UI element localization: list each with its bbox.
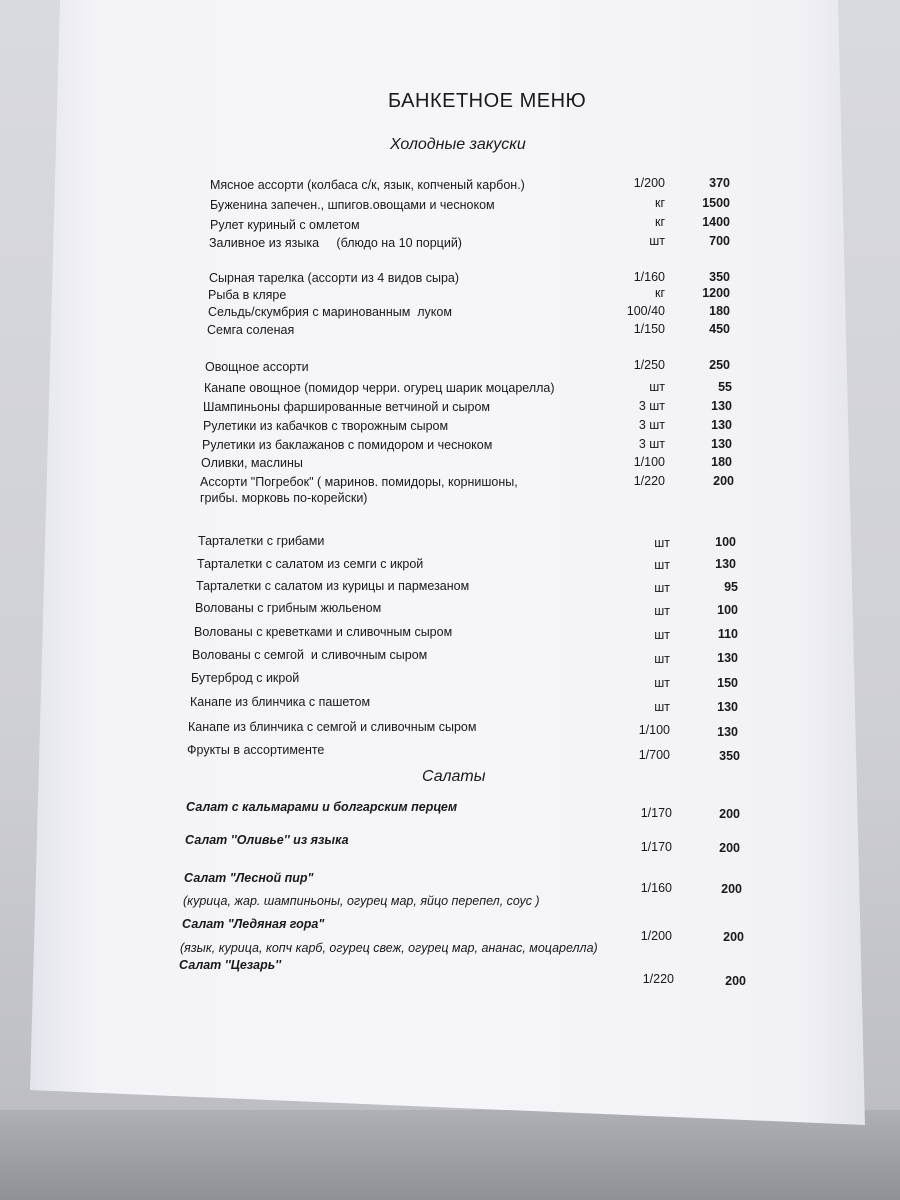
menu-item-name: Мясное ассорти (колбаса с/к, язык, копченый карбон.) — [210, 178, 525, 192]
menu-item-price: 180 — [711, 455, 732, 469]
menu-item-price: 180 — [709, 304, 730, 318]
menu-item-name: Сырная тарелка (ассорти из 4 видов сыра) — [209, 271, 460, 285]
salad-price: 200 — [723, 930, 744, 944]
menu-item-price: 130 — [717, 725, 738, 739]
menu-item-price: 130 — [717, 700, 738, 714]
menu-item-qty: 1/700 — [638, 748, 670, 762]
menu-item-qty: 1/220 — [633, 474, 665, 488]
salad-qty: 1/200 — [640, 929, 672, 943]
section-salads: Салаты — [422, 768, 486, 785]
menu-item-name: Тарталетки с грибами — [198, 534, 325, 548]
menu-item-qty: шт — [654, 536, 670, 550]
menu-item-name: Канапе овощное (помидор черри. огурец шарик моцарелла) — [204, 381, 555, 395]
menu-item-price: 150 — [717, 676, 738, 690]
menu-item-name: Канапе из блинчика с семгой и сливочным сыром — [188, 720, 477, 734]
menu-item-qty: шт — [654, 700, 670, 714]
salad-name: Салат ''Оливье'' из языка — [185, 833, 349, 847]
table-surface — [0, 1110, 900, 1200]
salad-name: Салат ''Цезарь'' — [179, 958, 282, 972]
menu-item-price: 130 — [711, 418, 732, 432]
menu-item-price: 200 — [713, 474, 734, 488]
menu-item-name: Бутерброд с икрой — [191, 671, 300, 685]
menu-item-price: 450 — [709, 322, 730, 336]
menu-item-qty: шт — [654, 652, 670, 666]
salad-qty: 1/170 — [640, 840, 672, 854]
menu-item-price: 55 — [718, 380, 732, 394]
menu-item-price: 350 — [709, 270, 730, 284]
salad-qty: 1/220 — [642, 972, 674, 986]
salad-price: 200 — [725, 974, 746, 988]
menu-item-qty: 100/40 — [626, 304, 665, 318]
menu-item-price: 100 — [715, 535, 736, 549]
menu-item-qty: шт — [649, 380, 665, 394]
salad-qty: 1/160 — [640, 881, 672, 895]
salad-name: Салат "Лесной пир" — [184, 871, 314, 885]
menu-item-price: 250 — [709, 358, 730, 372]
menu-item-qty: 3 шт — [638, 418, 665, 432]
menu-item-name: Рулетики из баклажанов с помидором и чесноком — [202, 438, 493, 452]
menu-item-price: 1200 — [702, 286, 730, 300]
menu-item-qty: 1/100 — [638, 723, 670, 737]
menu-item-price: 95 — [724, 580, 738, 594]
section-cold-appetizers: Холодные закуски — [390, 136, 526, 153]
menu-item-price: 370 — [709, 176, 730, 190]
menu-item-name: Волованы с семгой и сливочным сыром — [192, 648, 428, 662]
salad-qty: 1/170 — [640, 806, 672, 820]
menu-item-qty: 1/100 — [633, 455, 665, 469]
menu-item-qty: кг — [654, 286, 665, 300]
menu-sheet — [30, 0, 865, 1125]
menu-item-qty: 1/160 — [633, 270, 665, 284]
menu-item-qty: кг — [654, 215, 665, 229]
menu-item-name: Рыба в кляре — [208, 288, 287, 302]
menu-item-qty: шт — [654, 581, 670, 595]
menu-item-name: Тарталетки с салатом из курицы и пармезаном — [196, 579, 470, 593]
menu-item-price: 350 — [719, 749, 740, 763]
menu-item-qty: кг — [654, 196, 665, 210]
menu-item-name: Рулетики из кабачков с творожным сыром — [203, 419, 449, 433]
menu-item-price: 130 — [717, 651, 738, 665]
menu-item-price: 700 — [709, 234, 730, 248]
menu-item-price: 1500 — [702, 196, 730, 210]
menu-title: БАНКЕТНОЕ МЕНЮ — [388, 90, 587, 112]
menu-item-name: Тарталетки с салатом из семги с икрой — [197, 557, 424, 571]
menu-item-price: 130 — [715, 557, 736, 571]
menu-item-price: 100 — [717, 603, 738, 617]
menu-item-name: Сельдь/скумбрия с маринованным луком — [208, 305, 452, 319]
menu-item-qty: 1/150 — [633, 322, 665, 336]
menu-item-name: Овощное ассорти — [205, 360, 309, 374]
menu-item-qty: шт — [654, 628, 670, 642]
menu-item-name: Заливное из языка (блюдо на 10 порций) — [209, 236, 462, 250]
menu-item-qty: шт — [654, 604, 670, 618]
menu-item-name: Фрукты в ассортименте — [187, 743, 325, 757]
salad-price: 200 — [719, 841, 740, 855]
menu-item-name: Оливки, маслины — [201, 456, 303, 470]
menu-item-price: 1400 — [702, 215, 730, 229]
salad-description: (курица, жар. шампиньоны, огурец мар, яйцо перепел, соус ) — [183, 894, 540, 908]
menu-item-qty: шт — [654, 558, 670, 572]
menu-item-name-continued: грибы. морковь по-корейски) — [200, 491, 368, 505]
menu-item-name: Ассорти "Погребок" ( маринов. помидоры, корнишоны, — [200, 475, 518, 489]
menu-item-qty: 1/250 — [633, 358, 665, 372]
salad-price: 200 — [721, 882, 742, 896]
menu-item-name: Шампиньоны фаршированные ветчиной и сыром — [203, 400, 491, 414]
menu-item-price: 130 — [711, 437, 732, 451]
menu-item-qty: 3 шт — [638, 399, 665, 413]
menu-item-qty: шт — [649, 234, 665, 248]
menu-item-name: Семга соленая — [207, 323, 295, 337]
menu-item-price: 130 — [711, 399, 732, 413]
menu-item-name: Волованы с креветками и сливочным сыром — [194, 625, 453, 639]
salad-name: Салат "Ледяная гора" — [182, 917, 325, 931]
menu-item-qty: 1/200 — [633, 176, 665, 190]
menu-item-price: 110 — [717, 627, 738, 641]
menu-item-qty: шт — [654, 676, 670, 690]
menu-item-name: Волованы с грибным жюльеном — [195, 601, 382, 615]
salad-price: 200 — [719, 807, 740, 821]
menu-item-qty: 3 шт — [638, 437, 665, 451]
menu-item-name: Рулет куриный с омлетом — [210, 218, 360, 232]
salad-description: (язык, курица, копч карб, огурец свеж, огурец мар, ананас, моцарелла) — [180, 941, 598, 955]
menu-item-name: Буженина запечен., шпигов.овощами и чесноком — [210, 198, 495, 212]
salad-name: Салат с кальмарами и болгарским перцем — [186, 800, 458, 814]
menu-item-name: Канапе из блинчика с пашетом — [190, 695, 371, 709]
